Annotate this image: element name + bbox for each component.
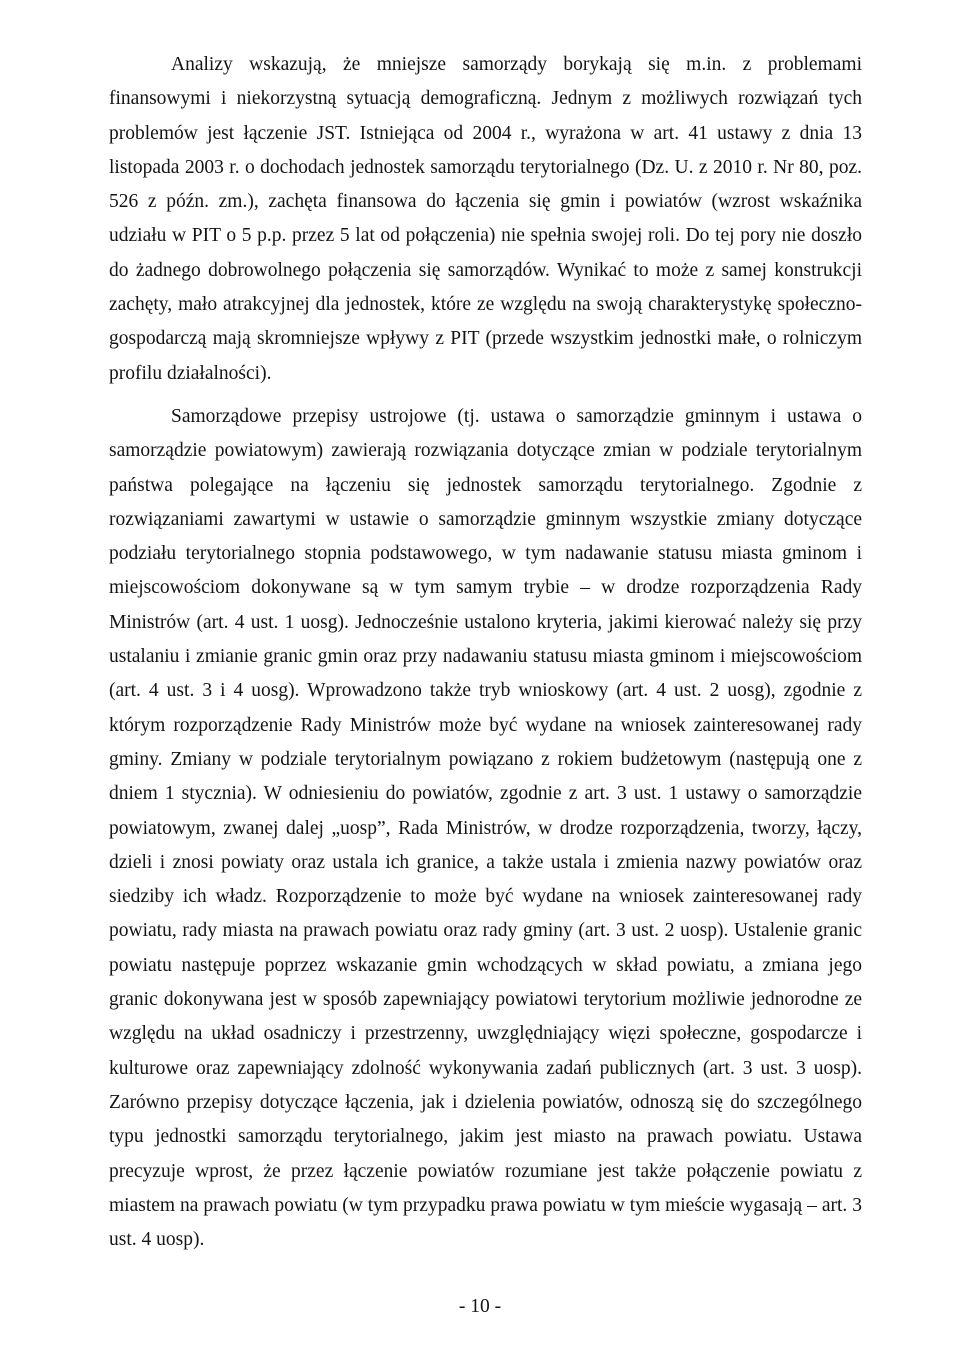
page-number: - 10 -	[458, 1296, 502, 1317]
body-text	[109, 48, 862, 1257]
paragraph-1: Analizy wskazują, że mniejsze samorządy borykają się m.in. z problemami finansowymi i niekorzystną sytuacją demograficzną. Jednym z możliwych rozwiązań tych problemów jest łączenie JST. Istniejąca od 2004 r., wyrażona w art. 41 ustawy z dnia 13 listopada 2003 r. o dochodach jednostek samorządu terytorialnego (Dz. U. z 2010 r. Nr 80, poz. 526 z późn. zm.), zachęta finansowa do łączenia się gmin i powiatów (wzrost wskaźnika udziału w PIT o 5 p.p. przez 5 lat od połączenia) nie spełnia swojej roli. Do tej pory nie doszło do żadnego dobrowolnego połączenia się samorządów. Wynikać to może z samej konstrukcji zachęty, mało atrakcyjnej dla jednostek, które ze względu na swoją charakterystykę społeczno-gospodarczą mają skromniejsze wpływy z PIT (przede wszystkim jednostki małe, o rolniczym profilu działalności).	[109, 54, 862, 384]
paragraph-2: Samorządowe przepisy ustrojowe (tj. ustawa o samorządzie gminnym i ustawa o samorządzie powiatowym) zawierają rozwiązania dotyczące zmian w podziale terytorialnym państwa polegające na łączeniu się jednostek samorządu terytorialnego. Zgodnie z rozwiązaniami zawartymi w ustawie o samorządzie gminnym wszystkie zmiany dotyczące podziału terytorialnego stopnia podstawowego, w tym nadawanie statusu miasta gminom i miejscowościom dokonywane są w tym samym trybie – w drodze rozporządzenia Rady Ministrów (art. 4 ust. 1 uosg). Jednocześnie ustalono kryteria, jakimi kierować należy się przy ustalaniu i zmianie granic gmin oraz przy nadawaniu statusu miasta gminom i miejscowościom (art. 4 ust. 3 i 4 uosg). Wprowadzono także tryb wnioskowy (art. 4 ust. 2 uosg), zgodnie z którym rozporządzenie Rady Ministrów może być wydane na wniosek zainteresowanej rady gminy. Zmiany w podziale terytorialnym powiązano z rokiem budżetowym (następują one z dniem 1 stycznia). W odniesieniu do powiatów, zgodnie z art. 3 ust. 1 ustawy o samorządzie powiatowym, zwanej dalej „uosp”, Rada Ministrów, w drodze rozporządzenia, tworzy, łączy, dzieli i znosi powiaty oraz ustala ich granice, a także ustala i zmienia nazwy powiatów oraz siedziby ich władz. Rozporządzenie to może być wydane na wniosek zainteresowanej rady powiatu, rady miasta na prawach powiatu oraz rady gminy (art. 3 ust. 2 uosp). Ustalenie granic powiatu następuje poprzez wskazanie gmin wchodzących w skład powiatu, a zmiana jego granic dokonywana jest w sposób zapewniający powiatowi terytorium możliwie jednorodne ze względu na układ osadniczy i przestrzenny, uwzględniający więzi społeczne, gospodarcze i kulturowe oraz zapewniający zdolność wykonywania zadań publicznych (art. 3 ust. 3 uosp). Zarówno przepisy dotyczące łączenia, jak i dzielenia powiatów, odnoszą się do szczególnego typu jednostki samorządu terytorialnego, jakim jest miasto na prawach powiatu. Ustawa precyzuje wprost, że przez łączenie powiatów rozumiane jest także połączenie powiatu z miastem na prawach powiatu (w tym przypadku prawa powiatu w tym mieście wygasają – art. 3 ust. 4 uosp).	[109, 405, 862, 1251]
